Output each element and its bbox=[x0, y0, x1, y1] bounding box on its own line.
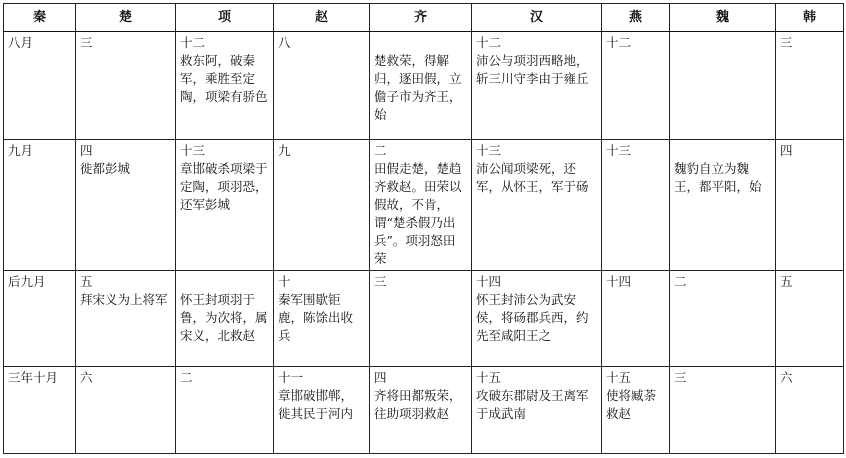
cell-number: 十五 bbox=[606, 370, 632, 385]
row-label-text: 三年十月 bbox=[8, 370, 59, 385]
cell-number: 五 bbox=[780, 274, 793, 289]
row-label-text: 八月 bbox=[8, 35, 34, 50]
table-row bbox=[4, 140, 844, 271]
table-cell bbox=[776, 271, 844, 367]
cell-text: 救东阿，破秦军，乘胜至定陶，项梁有骄色 bbox=[180, 53, 268, 104]
cell-number: 十二 bbox=[606, 35, 632, 50]
cell-number: 二 bbox=[674, 274, 687, 289]
cell-number: 十一 bbox=[278, 370, 304, 385]
table-cell bbox=[370, 32, 472, 140]
table-cell bbox=[472, 32, 602, 140]
cell-number: 十三 bbox=[606, 143, 632, 158]
table-cell bbox=[76, 140, 176, 271]
table-cell bbox=[670, 271, 776, 367]
cell-text: 使将臧荼救赵 bbox=[606, 388, 657, 421]
cell-text: 拜宋义为上将军 bbox=[80, 292, 168, 307]
cell-number: 十 bbox=[278, 274, 291, 289]
table-cell bbox=[176, 271, 274, 367]
cell-text: 攻破东郡尉及王离军于成武南 bbox=[476, 388, 589, 421]
cell-number: 四 bbox=[374, 370, 387, 385]
table-cell bbox=[472, 271, 602, 367]
cell-text: 章邯破邯郸，徙其民于河内 bbox=[278, 388, 354, 421]
table-cell bbox=[274, 271, 370, 367]
row-label-text: 九月 bbox=[8, 143, 34, 158]
cell-text: 沛公与项羽西略地，斩三川守李由于雍丘 bbox=[476, 53, 589, 86]
table-cell bbox=[274, 367, 370, 454]
cell-number: 六 bbox=[780, 370, 793, 385]
cell-text: 章邯破杀项梁于定陶，项羽恐，还军彭城 bbox=[180, 161, 268, 212]
table-cell bbox=[602, 271, 670, 367]
table-cell bbox=[76, 32, 176, 140]
table-cell bbox=[176, 140, 274, 271]
cell-number: 十三 bbox=[476, 143, 502, 158]
cell-text: 齐将田都叛荣，往助项羽救赵 bbox=[374, 388, 462, 421]
table-row bbox=[4, 271, 844, 367]
cell-number: 三 bbox=[80, 35, 93, 50]
table-cell bbox=[274, 140, 370, 271]
chronology-table bbox=[3, 3, 844, 454]
table-row bbox=[4, 32, 844, 140]
header-qi: 齐 bbox=[370, 4, 472, 32]
row-label-text: 后九月 bbox=[8, 274, 46, 289]
cell-number: 十四 bbox=[476, 274, 502, 289]
table-cell bbox=[370, 140, 472, 271]
cell-number: 八 bbox=[278, 35, 291, 50]
table-cell bbox=[176, 367, 274, 454]
table-cell bbox=[274, 32, 370, 140]
cell-number: 三 bbox=[780, 35, 793, 50]
cell-text: 沛公闻项梁死，还军，从怀王，军于砀 bbox=[476, 161, 589, 194]
header-row bbox=[4, 4, 844, 32]
table-cell bbox=[76, 271, 176, 367]
cell-text: 魏豹自立为魏王，都平阳，始 bbox=[674, 161, 762, 194]
header-wei: 魏 bbox=[670, 4, 776, 32]
header-zhao: 赵 bbox=[274, 4, 370, 32]
cell-number: 十三 bbox=[180, 143, 206, 158]
cell-number: 五 bbox=[80, 274, 93, 289]
cell-text: 田假走楚，楚趋齐救赵。田荣以假故，不肯，谓“楚杀假乃出兵”。项羽怒田荣 bbox=[374, 161, 462, 266]
row-label bbox=[4, 271, 76, 367]
cell-number: 二 bbox=[180, 370, 193, 385]
cell-number: 九 bbox=[278, 143, 291, 158]
cell-text: 怀王封沛公为武安侯，将砀郡兵西，约先至咸阳王之 bbox=[476, 292, 589, 343]
table-cell bbox=[602, 140, 670, 271]
table-cell bbox=[776, 140, 844, 271]
table-cell bbox=[472, 140, 602, 271]
cell-number: 三 bbox=[674, 370, 687, 385]
table-cell bbox=[176, 32, 274, 140]
table-cell bbox=[472, 367, 602, 454]
table-cell bbox=[670, 140, 776, 271]
header-qin: 秦 bbox=[4, 4, 76, 32]
cell-number: 十二 bbox=[476, 35, 502, 50]
table-cell bbox=[76, 367, 176, 454]
cell-text: 楚救荣，得解归，逐田假，立儋子市为齐王，始 bbox=[374, 53, 462, 122]
cell-text: 怀王封项羽于鲁，为次将，属宋义，北救赵 bbox=[180, 292, 268, 343]
row-label bbox=[4, 32, 76, 140]
cell-text: 徙都彭城 bbox=[80, 161, 131, 176]
cell-number: 十五 bbox=[476, 370, 502, 385]
row-label bbox=[4, 140, 76, 271]
table-cell bbox=[776, 367, 844, 454]
cell-number: 十四 bbox=[606, 274, 632, 289]
cell-number: 四 bbox=[780, 143, 793, 158]
header-chu: 楚 bbox=[76, 4, 176, 32]
table-cell bbox=[670, 32, 776, 140]
cell-number: 二 bbox=[374, 143, 387, 158]
cell-number: 六 bbox=[80, 370, 93, 385]
cell-number: 十二 bbox=[180, 35, 206, 50]
table-cell bbox=[776, 32, 844, 140]
table-cell bbox=[670, 367, 776, 454]
table-row bbox=[4, 367, 844, 454]
cell-text: 秦军围歇钜鹿，陈馀出收兵 bbox=[278, 292, 354, 343]
table-cell bbox=[370, 367, 472, 454]
table-cell bbox=[370, 271, 472, 367]
header-hann: 韩 bbox=[776, 4, 844, 32]
header-han: 汉 bbox=[472, 4, 602, 32]
row-label bbox=[4, 367, 76, 454]
header-xiang: 项 bbox=[176, 4, 274, 32]
table-cell bbox=[602, 32, 670, 140]
header-yan: 燕 bbox=[602, 4, 670, 32]
cell-number: 四 bbox=[80, 143, 93, 158]
cell-number: 三 bbox=[374, 274, 387, 289]
table-cell bbox=[602, 367, 670, 454]
